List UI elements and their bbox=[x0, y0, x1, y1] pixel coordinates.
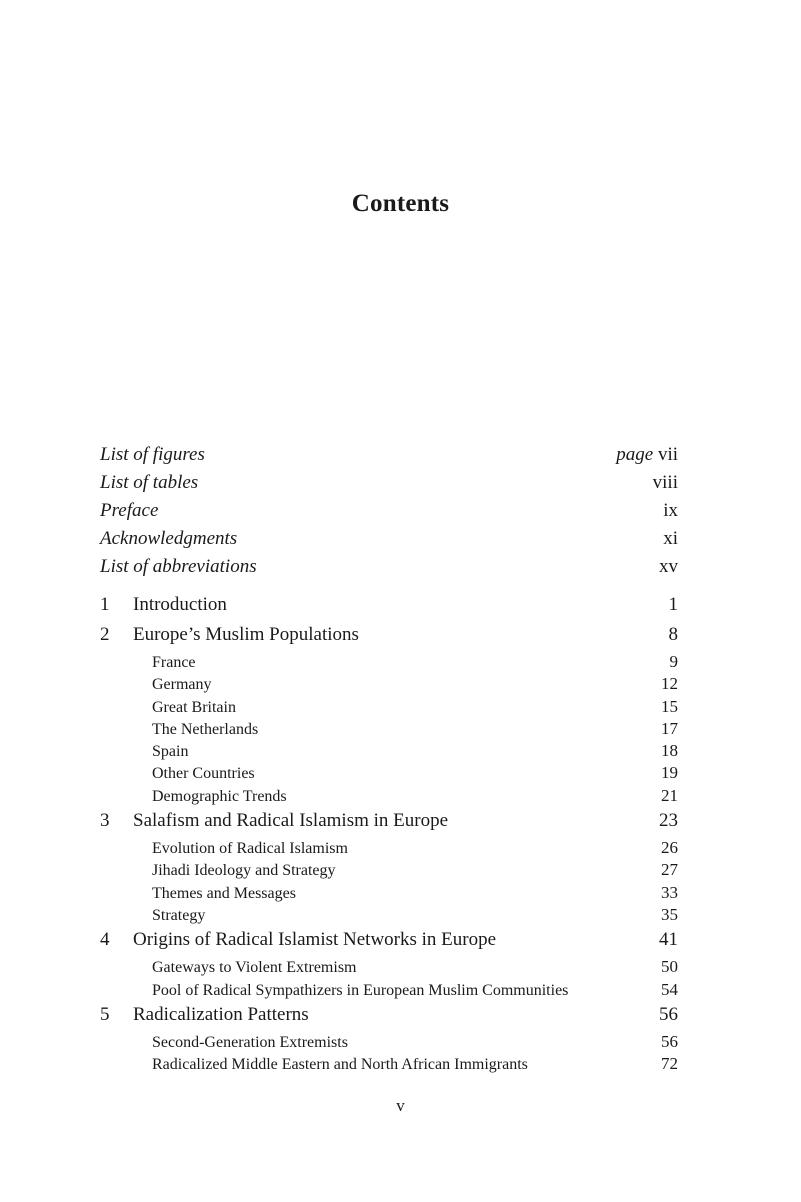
chapter-title: Introduction bbox=[133, 594, 227, 615]
chapter-entry[interactable] bbox=[100, 929, 678, 957]
section-title: Themes and Messages bbox=[152, 884, 296, 902]
chapter-title: Salafism and Radical Islamism in Europe bbox=[133, 810, 449, 832]
page-word: page bbox=[616, 444, 654, 465]
section-title: Second-Generation Extremists bbox=[152, 1033, 348, 1051]
chapter-number: 2 bbox=[100, 624, 110, 645]
front-matter-page bbox=[663, 528, 678, 550]
section-entry[interactable] bbox=[100, 652, 678, 674]
section-title: Radicalized Middle Eastern and North African Immigrants bbox=[152, 1056, 528, 1074]
front-matter-entry[interactable] bbox=[100, 444, 678, 472]
section-entry[interactable] bbox=[100, 697, 678, 719]
front-matter-entry[interactable] bbox=[100, 556, 678, 584]
page-number: v bbox=[396, 1096, 405, 1115]
section-entry[interactable] bbox=[100, 763, 678, 785]
section-entry[interactable] bbox=[100, 719, 678, 741]
section-title: Pool of Radical Sympathizers in European Muslim Communities bbox=[152, 981, 569, 999]
chapter-page: 8 bbox=[668, 624, 678, 645]
chapter-title: Origins of Radical Islamist Networks in Europe bbox=[133, 929, 497, 951]
section-title: Germany bbox=[152, 676, 212, 694]
section-page: 15 bbox=[661, 696, 678, 716]
section-page: 33 bbox=[661, 882, 678, 902]
chapter-page: 1 bbox=[668, 594, 678, 615]
chapter-title: Europe’s Muslim Populations bbox=[133, 624, 359, 645]
front-matter-page bbox=[616, 444, 678, 466]
chapter-title: Radicalization Patterns bbox=[133, 1003, 309, 1025]
section-entry[interactable] bbox=[100, 1054, 678, 1076]
section-entry[interactable] bbox=[100, 674, 678, 696]
section-page: 12 bbox=[661, 674, 678, 694]
section-page: 17 bbox=[661, 718, 678, 738]
section-entry[interactable] bbox=[100, 980, 678, 1002]
section-page: 54 bbox=[661, 979, 678, 999]
page-ref: vii bbox=[657, 444, 678, 465]
front-matter-label: List of abbreviations bbox=[100, 556, 257, 577]
front-matter-label: List of figures bbox=[100, 444, 205, 465]
page-ref: viii bbox=[652, 472, 678, 493]
front-matter-page bbox=[659, 556, 678, 578]
section-entry[interactable] bbox=[100, 905, 678, 927]
section-entry[interactable] bbox=[100, 786, 678, 808]
chapter-page: 23 bbox=[659, 810, 678, 832]
section-title: Spain bbox=[152, 743, 189, 761]
front-matter-entry[interactable] bbox=[100, 472, 678, 500]
section-title: Great Britain bbox=[152, 698, 236, 716]
section-title: Strategy bbox=[152, 906, 206, 924]
front-matter-entry[interactable] bbox=[100, 500, 678, 528]
section-title: Other Countries bbox=[152, 765, 255, 783]
section-page: 26 bbox=[661, 838, 678, 858]
front-matter-label: List of tables bbox=[100, 472, 199, 493]
chapter-number: 3 bbox=[100, 810, 110, 832]
section-entry[interactable] bbox=[100, 883, 678, 905]
page-ref: xi bbox=[663, 528, 678, 549]
chapter-page: 41 bbox=[659, 929, 678, 951]
section-entry[interactable] bbox=[100, 838, 678, 860]
section-page: 18 bbox=[661, 741, 678, 761]
chapter-entry[interactable] bbox=[100, 810, 678, 838]
section-title: The Netherlands bbox=[152, 720, 259, 738]
section-title: France bbox=[152, 654, 196, 671]
front-matter-page bbox=[653, 472, 678, 494]
chapter-number: 4 bbox=[100, 929, 110, 951]
front-matter-list bbox=[100, 444, 678, 584]
section-page: 56 bbox=[661, 1031, 678, 1051]
section-page: 35 bbox=[661, 904, 678, 924]
page-ref: ix bbox=[663, 500, 678, 521]
section-page: 9 bbox=[669, 652, 678, 671]
section-page: 27 bbox=[661, 860, 678, 880]
section-page: 72 bbox=[661, 1054, 678, 1074]
front-matter-entry[interactable] bbox=[100, 528, 678, 556]
chapter-page: 56 bbox=[659, 1003, 678, 1025]
page-ref: xv bbox=[659, 556, 678, 577]
chapter-number: 5 bbox=[100, 1003, 110, 1025]
section-page: 21 bbox=[661, 785, 678, 805]
section-title: Jihadi Ideology and Strategy bbox=[152, 862, 336, 880]
section-title: Demographic Trends bbox=[152, 787, 287, 805]
section-entry[interactable] bbox=[100, 957, 678, 979]
page-title: Contents bbox=[351, 190, 450, 217]
front-matter-label: Acknowledgments bbox=[100, 528, 238, 549]
chapter-list bbox=[100, 594, 678, 1076]
section-page: 19 bbox=[661, 763, 678, 783]
section-entry[interactable] bbox=[100, 1032, 678, 1054]
chapter-entry[interactable] bbox=[100, 624, 678, 652]
chapter-number: 1 bbox=[100, 594, 110, 615]
section-title: Evolution of Radical Islamism bbox=[152, 840, 348, 858]
chapter-entry[interactable] bbox=[100, 1004, 678, 1032]
section-title: Gateways to Violent Extremism bbox=[152, 959, 357, 977]
section-page: 50 bbox=[661, 957, 678, 977]
section-entry[interactable] bbox=[100, 741, 678, 763]
chapter-entry[interactable] bbox=[100, 594, 678, 622]
front-matter-page bbox=[663, 500, 678, 522]
section-entry[interactable] bbox=[100, 860, 678, 882]
front-matter-label: Preface bbox=[100, 500, 159, 521]
